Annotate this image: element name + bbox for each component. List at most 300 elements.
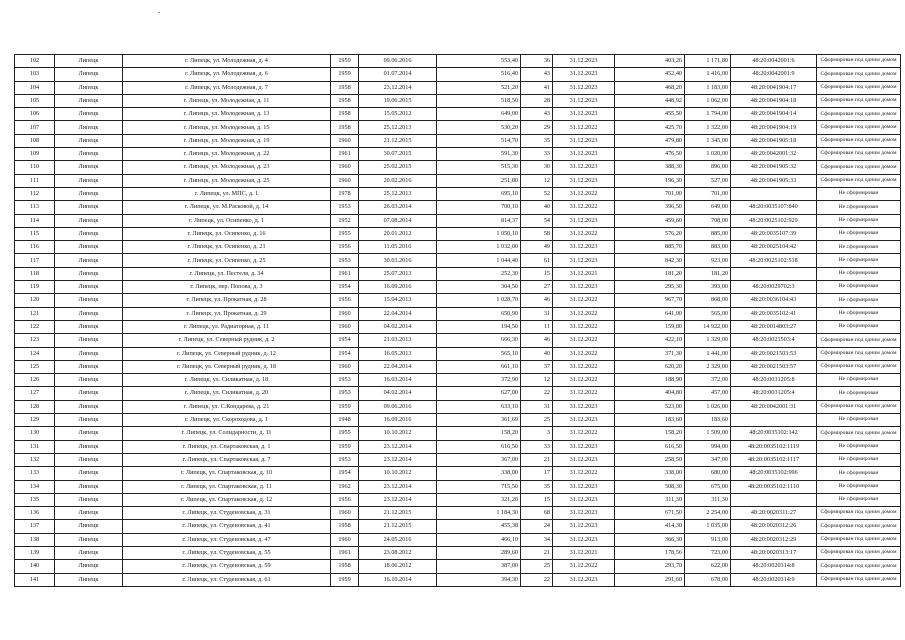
row-number-cell: 140 xyxy=(15,560,55,573)
land-area-cell: 1 345,00 xyxy=(685,134,731,147)
deadline-cell: 31.12.2022 xyxy=(553,227,615,240)
city-cell: Липецк xyxy=(55,374,123,387)
value-cell: 452,40 xyxy=(615,68,685,81)
value-cell: 404,80 xyxy=(615,387,685,400)
deadline-cell: 31.12.2022 xyxy=(553,374,615,387)
cadastral-number-cell: 48:20:0021503:53 xyxy=(731,347,817,360)
city-cell: Липецк xyxy=(55,427,123,440)
value-cell: 523,00 xyxy=(615,400,685,413)
status-cell: Сформирован под одним домом xyxy=(817,560,901,573)
address-cell: г. Липецк, ул. Северный рудник, д. 2 xyxy=(123,334,331,347)
status-cell: Сформирован под одним домом xyxy=(817,94,901,107)
date-cell: 23.12.2014 xyxy=(359,480,437,493)
value-cell: 188,90 xyxy=(615,374,685,387)
date-cell: 20.02.2016 xyxy=(359,174,437,187)
area-cell: 649,00 xyxy=(437,108,521,121)
housing-register-table xyxy=(14,54,901,587)
table-row xyxy=(15,294,901,307)
build-year-cell: 1960 xyxy=(331,533,359,546)
date-cell: 22.04.2014 xyxy=(359,307,437,320)
table-row xyxy=(15,281,901,294)
city-cell: Липецк xyxy=(55,560,123,573)
build-year-cell: 1958 xyxy=(331,560,359,573)
city-cell: Липецк xyxy=(55,507,123,520)
area-cell: 1 032,00 xyxy=(437,241,521,254)
row-number-cell: 117 xyxy=(15,254,55,267)
area-cell: 367,00 xyxy=(437,453,521,466)
row-number-cell: 134 xyxy=(15,480,55,493)
date-cell: 22.04.2014 xyxy=(359,360,437,373)
city-cell: Липецк xyxy=(55,94,123,107)
land-area-cell: 181,20 xyxy=(685,267,731,280)
address-cell: г. Липецк, ул. Осипенко, д. 1 xyxy=(123,214,331,227)
count-cell: 31 xyxy=(521,307,553,320)
cadastral-number-cell: 48:20:0041904:18 xyxy=(731,94,817,107)
address-cell: г. Липецк, ул. Молодежная, д. 19 xyxy=(123,134,331,147)
table-row xyxy=(15,214,901,227)
count-cell: 36 xyxy=(521,55,553,68)
build-year-cell: 1961 xyxy=(331,267,359,280)
area-cell: 1 028,70 xyxy=(437,294,521,307)
area-cell: 616,50 xyxy=(437,440,521,453)
build-year-cell: 1960 xyxy=(331,507,359,520)
city-cell: Липецк xyxy=(55,440,123,453)
table-row xyxy=(15,121,901,134)
address-cell: г. Липецк, ул. Силикатная, д. 20 xyxy=(123,387,331,400)
deadline-cell: 31.12.2023 xyxy=(553,134,615,147)
status-cell: Не сформирован xyxy=(817,414,901,427)
count-cell: 52 xyxy=(521,187,553,200)
land-area-cell: 1 183,00 xyxy=(685,81,731,94)
count-cell: 25 xyxy=(521,560,553,573)
address-cell: г. Липецк, ул. Осипенко, д. 16 xyxy=(123,227,331,240)
value-cell: 448,92 xyxy=(615,94,685,107)
city-cell: Липецк xyxy=(55,334,123,347)
cadastral-number-cell: 48:20:0029702:3 xyxy=(731,281,817,294)
area-cell: 627,00 xyxy=(437,387,521,400)
area-cell: 515,30 xyxy=(437,161,521,174)
row-number-cell: 123 xyxy=(15,334,55,347)
address-cell: г. Липецк, ул. Пестеля, д. 34 xyxy=(123,267,331,280)
deadline-cell: 31.12.2022 xyxy=(553,467,615,480)
address-cell: г. Липецк, ул. Молодежная, д. 7 xyxy=(123,81,331,94)
cadastral-number-cell xyxy=(731,267,817,280)
address-cell: г. Липецк, ул. Молодежная, д. 13 xyxy=(123,108,331,121)
table-row xyxy=(15,427,901,440)
cadastral-number-cell: 48:20:0031205:4 xyxy=(731,387,817,400)
deadline-cell: 31.12.2021 xyxy=(553,546,615,559)
area-cell: 361,69 xyxy=(437,414,521,427)
build-year-cell: 1958 xyxy=(331,94,359,107)
build-year-cell: 1953 xyxy=(331,254,359,267)
value-cell: 181,20 xyxy=(615,267,685,280)
deadline-cell: 31.12.2022 xyxy=(553,360,615,373)
count-cell: 33 xyxy=(521,148,553,161)
area-cell: 521,20 xyxy=(437,81,521,94)
value-cell: 620,20 xyxy=(615,360,685,373)
land-area-cell: 923,00 xyxy=(685,254,731,267)
address-cell: г. Липецк, ул. С.Кондарева, д. 21 xyxy=(123,400,331,413)
address-cell: г. Липецк, ул. Студеновская, д. 41 xyxy=(123,520,331,533)
date-cell: 15.05.2012 xyxy=(359,108,437,121)
count-cell: 61 xyxy=(521,254,553,267)
build-year-cell: 1952 xyxy=(331,214,359,227)
land-area-cell: 622,00 xyxy=(685,560,731,573)
area-cell: 338,00 xyxy=(437,467,521,480)
status-cell: Сформирован под одним домом xyxy=(817,161,901,174)
cadastral-number-cell: 48:20:0035107:840 xyxy=(731,201,817,214)
land-area-cell: 527,00 xyxy=(685,174,731,187)
count-cell: 12 xyxy=(521,174,553,187)
area-cell: 372,90 xyxy=(437,374,521,387)
build-year-cell: 1954 xyxy=(331,334,359,347)
cadastral-number-cell: 48:20:0025104:42 xyxy=(731,241,817,254)
value-cell: 366,30 xyxy=(615,533,685,546)
date-cell: 01.07.2014 xyxy=(359,68,437,81)
table-row xyxy=(15,241,901,254)
date-cell: 10.10.2012 xyxy=(359,427,437,440)
table-row xyxy=(15,174,901,187)
address-cell: г. Липецк, ул. Молодежная, д. 4 xyxy=(123,55,331,68)
cadastral-number-cell: 48:20:0031205:8 xyxy=(731,374,817,387)
area-cell: 553,40 xyxy=(437,55,521,68)
date-cell: 24.05.2016 xyxy=(359,533,437,546)
count-cell: 25 xyxy=(521,414,553,427)
status-cell: Не сформирован xyxy=(817,453,901,466)
deadline-cell: 31.12.2022 xyxy=(553,334,615,347)
date-cell: 20.01.2012 xyxy=(359,227,437,240)
cadastral-number-cell: 48:20:0021503:4 xyxy=(731,334,817,347)
table-row xyxy=(15,360,901,373)
date-cell: 18.06.2012 xyxy=(359,560,437,573)
table-row xyxy=(15,453,901,466)
row-number-cell: 104 xyxy=(15,81,55,94)
cadastral-number-cell: 48:20:0042001:31 xyxy=(731,400,817,413)
row-number-cell: 139 xyxy=(15,546,55,559)
table-row xyxy=(15,414,901,427)
deadline-cell: 31.12.2022 xyxy=(553,347,615,360)
cadastral-number-cell: 48:20:0041904:19 xyxy=(731,121,817,134)
city-cell: Липецк xyxy=(55,108,123,121)
row-number-cell: 109 xyxy=(15,148,55,161)
area-cell: 814,37 xyxy=(437,214,521,227)
date-cell: 30.03.2016 xyxy=(359,254,437,267)
city-cell: Липецк xyxy=(55,201,123,214)
count-cell: 68 xyxy=(521,507,553,520)
date-cell: 07.08.2014 xyxy=(359,214,437,227)
land-area-cell: 393,00 xyxy=(685,281,731,294)
date-cell: 11.05.2016 xyxy=(359,241,437,254)
date-cell: 25.12.2013 xyxy=(359,187,437,200)
area-cell: 633,10 xyxy=(437,400,521,413)
cadastral-number-cell: 48:20:0014803:27 xyxy=(731,320,817,333)
deadline-cell: 31.12.2023 xyxy=(553,507,615,520)
row-number-cell: 120 xyxy=(15,294,55,307)
table-row xyxy=(15,148,901,161)
status-cell: Не сформирован xyxy=(817,307,901,320)
deadline-cell: 31.12.2023 xyxy=(553,68,615,81)
count-cell: 21 xyxy=(521,453,553,466)
row-number-cell: 118 xyxy=(15,267,55,280)
build-year-cell: 1960 xyxy=(331,161,359,174)
date-cell: 23.12.2014 xyxy=(359,440,437,453)
address-cell: г. Липецк, ул. Студеновская, д. 31 xyxy=(123,507,331,520)
area-cell: 466,10 xyxy=(437,533,521,546)
address-cell: г. Липецк, ул. Радиаторная, д. 11 xyxy=(123,320,331,333)
status-cell: Сформирован под одним домом xyxy=(817,108,901,121)
land-area-cell: 649,00 xyxy=(685,201,731,214)
land-area-cell: 457,00 xyxy=(685,387,731,400)
land-area-cell: 1 794,00 xyxy=(685,108,731,121)
deadline-cell: 31.12.2022 xyxy=(553,187,615,200)
city-cell: Липецк xyxy=(55,241,123,254)
date-cell: 10.10.2012 xyxy=(359,467,437,480)
count-cell: 40 xyxy=(521,347,553,360)
status-cell: Не сформирован xyxy=(817,267,901,280)
deadline-cell: 31.12.2023 xyxy=(553,55,615,68)
count-cell: 28 xyxy=(521,94,553,107)
cadastral-number-cell xyxy=(731,414,817,427)
table-row xyxy=(15,201,901,214)
deadline-cell: 31.12.2022 xyxy=(553,387,615,400)
table-row xyxy=(15,467,901,480)
date-cell: 25.02.2015 xyxy=(359,161,437,174)
date-cell: 21.03.2013 xyxy=(359,334,437,347)
row-number-cell: 130 xyxy=(15,427,55,440)
value-cell: 616,50 xyxy=(615,440,685,453)
table-row xyxy=(15,533,901,546)
count-cell: 40 xyxy=(521,201,553,214)
build-year-cell: 1953 xyxy=(331,453,359,466)
address-cell: г. Липецк, ул. Северный рудник, д. 18 xyxy=(123,360,331,373)
row-number-cell: 103 xyxy=(15,68,55,81)
date-cell: 19.06.2015 xyxy=(359,94,437,107)
address-cell: г. Липецк, ул. Скороходова, д. 1 xyxy=(123,414,331,427)
build-year-cell: 1962 xyxy=(331,480,359,493)
deadline-cell: 31.12.2023 xyxy=(553,573,615,586)
address-cell: г. Липецк, ул. Молодежная, д. 23 xyxy=(123,161,331,174)
address-cell: г. Липецк, пер. Попова, д. 3 xyxy=(123,281,331,294)
land-area-cell: 565,00 xyxy=(685,307,731,320)
area-cell: 1 044,40 xyxy=(437,254,521,267)
cadastral-number-cell: 48:20:0020314:9 xyxy=(731,573,817,586)
value-cell: 479,80 xyxy=(615,134,685,147)
cadastral-number-cell: 48:20:0041905:33 xyxy=(731,174,817,187)
value-cell: 967,70 xyxy=(615,294,685,307)
deadline-cell: 31.12.2023 xyxy=(553,520,615,533)
count-cell: 43 xyxy=(521,108,553,121)
address-cell: г. Липецк, ул. Прокатная, д. 28 xyxy=(123,294,331,307)
value-cell: 885,70 xyxy=(615,241,685,254)
date-cell: 04.02.2014 xyxy=(359,387,437,400)
area-cell: 304,50 xyxy=(437,281,521,294)
land-area-cell: 883,00 xyxy=(685,241,731,254)
value-cell: 459,60 xyxy=(615,214,685,227)
land-area-cell: 372,00 xyxy=(685,374,731,387)
city-cell: Липецк xyxy=(55,81,123,94)
table-row xyxy=(15,520,901,533)
count-cell: 30 xyxy=(521,161,553,174)
address-cell: г. Липецк, ул. Спартаковская, д. 11 xyxy=(123,480,331,493)
value-cell: 842,30 xyxy=(615,254,685,267)
area-cell: 591,30 xyxy=(437,148,521,161)
cadastral-number-cell: 48:20:0035102:41 xyxy=(731,307,817,320)
table-row xyxy=(15,334,901,347)
city-cell: Липецк xyxy=(55,134,123,147)
value-cell: 425,70 xyxy=(615,121,685,134)
deadline-cell: 31.12.2023 xyxy=(553,414,615,427)
address-cell: г. Липецк, ул. Осипенко, д. 21 xyxy=(123,241,331,254)
city-cell: Липецк xyxy=(55,187,123,200)
value-cell: 641,00 xyxy=(615,307,685,320)
build-year-cell: 1961 xyxy=(331,546,359,559)
city-cell: Липецк xyxy=(55,307,123,320)
city-cell: Липецк xyxy=(55,267,123,280)
status-cell: Сформирован под одним домом xyxy=(817,400,901,413)
land-area-cell: 675,00 xyxy=(685,480,731,493)
status-cell: Не сформирован xyxy=(817,320,901,333)
row-number-cell: 141 xyxy=(15,573,55,586)
deadline-cell: 31.12.2023 xyxy=(553,174,615,187)
value-cell: 455,50 xyxy=(615,108,685,121)
city-cell: Липецк xyxy=(55,414,123,427)
address-cell: г. Липецк, ул. Молодежная, д. 15 xyxy=(123,121,331,134)
cadastral-number-cell: 48:20:0020311:27 xyxy=(731,507,817,520)
row-number-cell: 137 xyxy=(15,520,55,533)
status-cell: Не сформирован xyxy=(817,480,901,493)
cadastral-number-cell: 48:20:0025102:518 xyxy=(731,254,817,267)
row-number-cell: 105 xyxy=(15,94,55,107)
address-cell: г. Липецк, ул. Студеновская, д. 61 xyxy=(123,573,331,586)
table-row xyxy=(15,560,901,573)
count-cell: 49 xyxy=(521,241,553,254)
deadline-cell: 31.12.2022 xyxy=(553,201,615,214)
row-number-cell: 107 xyxy=(15,121,55,134)
address-cell: г. Липецк, ул. Молодежная, д. 22 xyxy=(123,148,331,161)
land-area-cell: 1 035,00 xyxy=(685,520,731,533)
status-cell: Сформирован под одним домом xyxy=(817,121,901,134)
build-year-cell: 1955 xyxy=(331,427,359,440)
land-area-cell: 1 509,00 xyxy=(685,427,731,440)
land-area-cell: 311,30 xyxy=(685,493,731,506)
value-cell: 403,26 xyxy=(615,55,685,68)
status-cell: Сформирован под одним домом xyxy=(817,427,901,440)
value-cell: 338,00 xyxy=(615,467,685,480)
value-cell: 183,60 xyxy=(615,414,685,427)
land-area-cell: 1 322,00 xyxy=(685,121,731,134)
build-year-cell: 1956 xyxy=(331,493,359,506)
value-cell: 159,80 xyxy=(615,320,685,333)
area-cell: 194,50 xyxy=(437,320,521,333)
count-cell: 33 xyxy=(521,440,553,453)
area-cell: 565,10 xyxy=(437,347,521,360)
value-cell: 701,00 xyxy=(615,187,685,200)
address-cell: г. Липецк, ул. Молодежная, д. 25 xyxy=(123,174,331,187)
deadline-cell: 31.12.2022 xyxy=(553,307,615,320)
status-cell: Не сформирован xyxy=(817,241,901,254)
cadastral-number-cell: 48:20:0020314:8 xyxy=(731,560,817,573)
cadastral-number-cell: 48:20:0041905:32 xyxy=(731,161,817,174)
address-cell: г. Липецк, ул. М.Расковой, д. 14 xyxy=(123,201,331,214)
status-cell: Сформирован под одним домом xyxy=(817,573,901,586)
address-cell: г. Липецк, ул. Спартаковская, д. 10 xyxy=(123,467,331,480)
city-cell: Липецк xyxy=(55,347,123,360)
status-cell: Сформирован под одним домом xyxy=(817,174,901,187)
count-cell: 15 xyxy=(521,267,553,280)
table-row xyxy=(15,546,901,559)
value-cell: 371,30 xyxy=(615,347,685,360)
date-cell: 09.06.2016 xyxy=(359,400,437,413)
row-number-cell: 131 xyxy=(15,440,55,453)
deadline-cell: 31.12.2023 xyxy=(553,148,615,161)
status-cell: Не сформирован xyxy=(817,214,901,227)
area-cell: 530,20 xyxy=(437,121,521,134)
value-cell: 258,50 xyxy=(615,453,685,466)
value-cell: 291,60 xyxy=(615,573,685,586)
row-number-cell: 129 xyxy=(15,414,55,427)
row-number-cell: 112 xyxy=(15,187,55,200)
status-cell: Сформирован под одним домом xyxy=(817,55,901,68)
address-cell: г. Липецк, ул. Прокатная, д. 29 xyxy=(123,307,331,320)
area-cell: 514,70 xyxy=(437,134,521,147)
build-year-cell: 1954 xyxy=(331,467,359,480)
date-cell: 23.12.2014 xyxy=(359,81,437,94)
land-area-cell: 913,00 xyxy=(685,533,731,546)
cadastral-number-cell: 48:20:0035102:1110 xyxy=(731,480,817,493)
city-cell: Липецк xyxy=(55,360,123,373)
count-cell: 17 xyxy=(521,467,553,480)
count-cell: 54 xyxy=(521,214,553,227)
build-year-cell: 1978 xyxy=(331,187,359,200)
date-cell: 25.12.2013 xyxy=(359,121,437,134)
status-cell: Сформирован под одним домом xyxy=(817,81,901,94)
count-cell: 24 xyxy=(521,520,553,533)
build-year-cell: 1959 xyxy=(331,400,359,413)
count-cell: 15 xyxy=(521,493,553,506)
date-cell: 16.03.2014 xyxy=(359,374,437,387)
area-cell: 715,50 xyxy=(437,480,521,493)
land-area-cell: 701,00 xyxy=(685,187,731,200)
address-cell: г. Липецк, ул. Студеновская, д. 59 xyxy=(123,560,331,573)
city-cell: Липецк xyxy=(55,546,123,559)
cadastral-number-cell xyxy=(731,187,817,200)
land-area-cell: 1 062,00 xyxy=(685,94,731,107)
cadastral-number-cell: 48:20:0042001:32 xyxy=(731,148,817,161)
cadastral-number-cell: 48:20:0035102:1119 xyxy=(731,440,817,453)
value-cell: 468,20 xyxy=(615,81,685,94)
value-cell: 508,30 xyxy=(615,480,685,493)
land-area-cell: 1 171,80 xyxy=(685,55,731,68)
city-cell: Липецк xyxy=(55,400,123,413)
row-number-cell: 116 xyxy=(15,241,55,254)
land-area-cell: 2 254,00 xyxy=(685,507,731,520)
cadastral-number-cell: 48:20:0036104:43 xyxy=(731,294,817,307)
value-cell: 178,56 xyxy=(615,546,685,559)
row-number-cell: 135 xyxy=(15,493,55,506)
row-number-cell: 121 xyxy=(15,307,55,320)
land-area-cell: 1 026,00 xyxy=(685,400,731,413)
build-year-cell: 1954 xyxy=(331,281,359,294)
date-cell: 30.07.2015 xyxy=(359,148,437,161)
area-cell: 695,10 xyxy=(437,187,521,200)
deadline-cell: 31.12.2023 xyxy=(553,241,615,254)
area-cell: 700,10 xyxy=(437,201,521,214)
city-cell: Липецк xyxy=(55,520,123,533)
land-area-cell: 1 441,00 xyxy=(685,347,731,360)
build-year-cell: 1956 xyxy=(331,241,359,254)
table-row xyxy=(15,68,901,81)
date-cell: 21.12.2015 xyxy=(359,507,437,520)
